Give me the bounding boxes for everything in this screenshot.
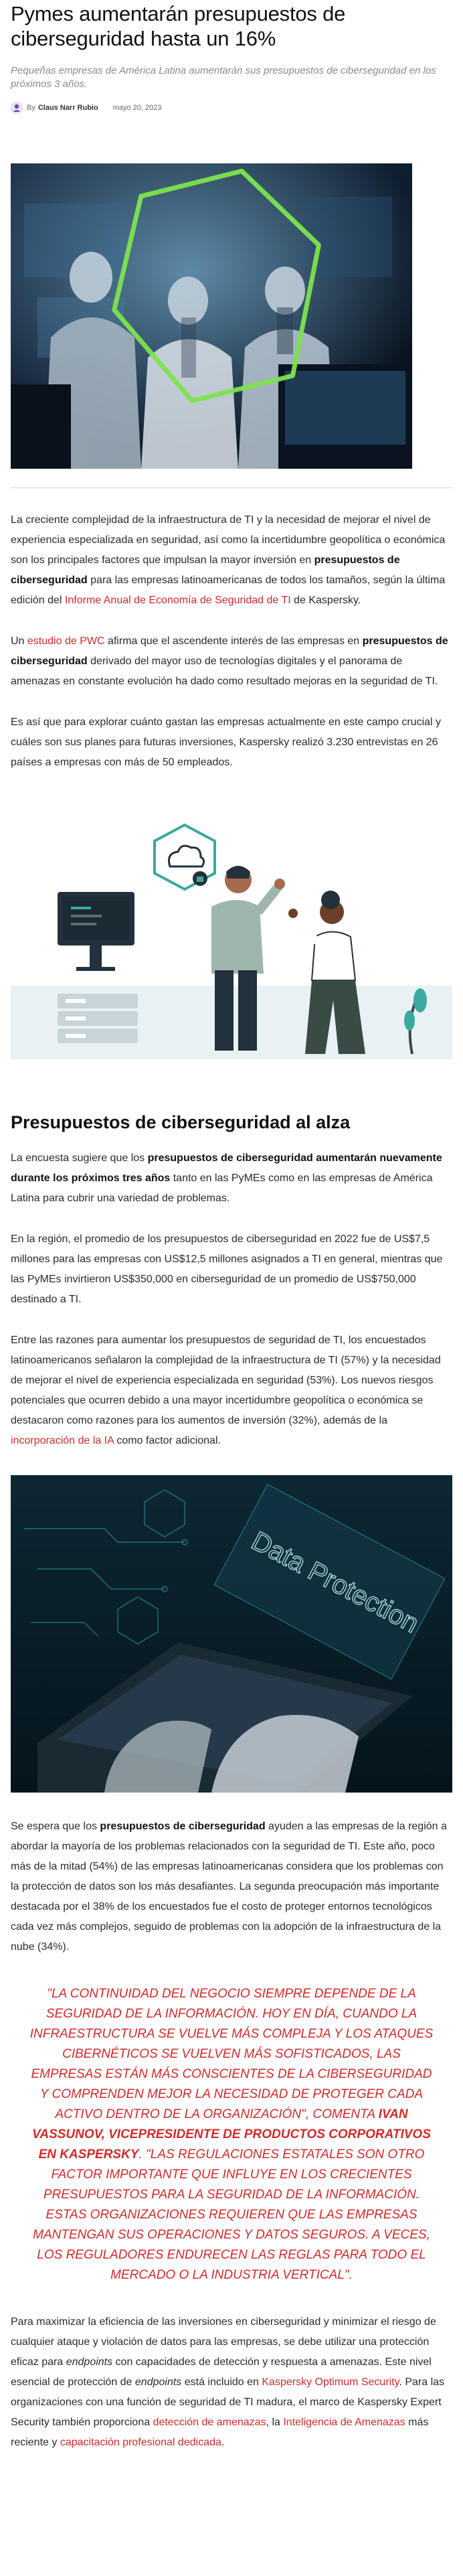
article-subtitle: Pequeñas empresas de América Latina aumentarán sus presupuestos de ciberseguridad en los próximos 3 años.: [11, 65, 436, 90]
quote-text-a: "LA CONTINUIDAD DEL NEGOCIO SIEMPRE DEPENDE DE LA SEGURIDAD DE LA INFORMACIÓN. HOY EN DÍA, CUANDO LA INFRAESTRUCTURA SE VUELVE MÁS COMPLEJA Y LOS ATAQUES CIBERNÉTICOS SE VUELVEN MÁS SOFISTICADOS, LAS EMPRESAS ESTÁN MÁS CONSCIENTES DE LA CIBERSEGURIDAD Y COMPRENDEN MEJOR LA NECESIDAD DE PROTEGER CADA ACTIVO DENTRO DE LA ORGANIZACIÓN", COMENTA: [29, 1987, 434, 2121]
capacitacion-link[interactable]: capacitación profesional dedicada: [60, 2437, 221, 2448]
paragraph-7: [11, 1817, 452, 1957]
paragraph-1-text-c: para las empresas latinoamericanas de todos los tamaños, según la última edición del: [11, 575, 446, 606]
illustration-image: [11, 800, 452, 1071]
paragraph-2: [11, 631, 452, 692]
paragraph-6-text-a: Entre las razones para aumentar los presupuestos de seguridad de TI, los encuestados latinoamericanos señalaron la complejidad de la infraestructura de TI (57%) y la necesidad de mejorar el nivel de experiencia especializada en seguridad (53%). Los nuevos riesgos potenciales que ocurren debido a una mayor incertidumbre geopolítica o económica se destacaron como razones para los aumentos de inversión (32%), además de la: [11, 1335, 441, 1426]
paragraph-5: En la región, el promedio de los presupuestos de ciberseguridad en 2022 fue de US$7,5 millones para las empresas con US$12,5 millones asignados a TI en general, mientras que las PyMEs invirtieron US$350,000 en ciberseguridad de un promedio de US$750,000 destinado a TI.: [11, 1233, 443, 1305]
paragraph-8-text-d: . Para las organizaciones con una función de seguridad de TI madura, el marco de Kaspersky Expert Security también proporciona: [11, 2376, 445, 2428]
paragraph-1-text-d: de Kaspersky.: [290, 595, 361, 606]
paragraph-7-text-a: Se espera que los: [11, 1821, 100, 1832]
paragraph-8-text-f: más reciente y: [11, 2417, 429, 2448]
author-link[interactable]: Claus Narr Rubio: [37, 104, 98, 112]
paragraph-4-text-b: tanto en las PyMEs como en las empresas de América Latina para cubrir una variedad de problemas.: [11, 1172, 433, 1204]
paragraph-8-em-2: endpoints: [134, 2376, 182, 2388]
article-title: Pymes aumentarán presupuestos de ciberseguridad hasta un 16%: [11, 2, 346, 50]
kaspersky-optimum-link[interactable]: Kaspersky Optimum Security: [262, 2376, 399, 2388]
quote-speaker: IVAN VASSUNOV, VICEPRESIDENTE DE PRODUCTOS CORPORATIVOS EN KASPERSKY: [32, 2107, 431, 2162]
paragraph-8-text-b: con capacidades de detección y respuesta a amenazas. Este nivel esencial de protección de: [11, 2356, 432, 2388]
publish-date: mayo 20, 2023: [112, 104, 162, 112]
paragraph-4: [11, 1148, 452, 1209]
author-avatar-icon: [11, 102, 23, 114]
hero-photo-team-monitors: [11, 163, 412, 469]
paragraph-6-text-b: como factor adicional.: [113, 1435, 221, 1446]
paragraph-8-text-a: Para maximizar la eficiencia de las inversiones en ciberseguridad y minimizar el riesgo de cualquier ataque y violación de datos para las empresas, se debe utilizar una protección eficaz para: [11, 2316, 436, 2368]
estudio-pwc-link[interactable]: estudio de PWC: [27, 635, 105, 647]
paragraph-2-text-b: afirma que el ascendente interés de las empresas en: [104, 635, 363, 647]
deteccion-amenazas-link[interactable]: detección de amenazas: [153, 2417, 266, 2428]
paragraph-4-text-a: La encuesta sugiere que los: [11, 1152, 148, 1164]
paragraph-3: Es así que para explorar cuánto gastan las empresas actualmente en este campo crucial y cuáles son sus planes para futuras inversiones, Kaspersky realizó 3.230 entrevistas en 26 países a empresas con más de 50 empleados.: [11, 716, 442, 768]
paragraph-7-text-b: ayuden a las empresas de la región a abordar la mayoría de los problemas relacionados con la seguridad de TI. Este año, poco más de la mitad (54%) de las empresas latinoamericanas considera que los problemas con la protección de datos son los más desafiantes. La segunda preocupación más importante destacada por el 38% de los encuestados fue el costo de proteger entornos tecnológicos cada vez más complejos, seguido de problemas con la adopción de la infraestructura de la nube (34%).: [11, 1821, 447, 1953]
paragraph-1: [11, 510, 452, 611]
paragraph-7-bold: presupuestos de ciberseguridad: [100, 1821, 266, 1832]
paragraph-2-bold: presupuestos de ciberseguridad: [11, 635, 448, 667]
paragraph-8: [11, 2312, 452, 2453]
paragraph-2-text-c: derivado del mayor uso de tecnologías digitales y el panorama de amenazas en constante evolución ha dado como resultado mejoras en la seguridad de TI.: [11, 656, 438, 687]
paragraph-1-text-a: La creciente complejidad de la infraestructura de TI y la necesidad de mejorar el nivel de experiencia especializada en seguridad, así como la incertidumbre geopolítica o económica son los principales factores que impulsan la mayor inversión en: [11, 514, 446, 566]
incorporacion-ia-link[interactable]: incorporación de la IA: [11, 1435, 114, 1446]
byline-prefix: By: [27, 104, 35, 112]
inteligencia-amenazas-link[interactable]: Inteligencia de Amenazas: [283, 2417, 405, 2428]
section-divider: [11, 487, 452, 488]
paragraph-6: [11, 1331, 452, 1451]
byline: [11, 102, 452, 114]
paragraph-8-em-1: endpoints: [66, 2356, 113, 2368]
author-avatar[interactable]: [11, 102, 23, 114]
paragraph-1-bold: presupuestos de ciberseguridad: [11, 554, 400, 586]
paragraph-8-text-e: , la: [266, 2417, 284, 2428]
illustration-people-cloud-security: [11, 800, 452, 1071]
informe-anual-link[interactable]: Informe Anual de Economía de Seguridad de TI: [64, 595, 291, 606]
paragraph-2-text-a: Un: [11, 635, 27, 647]
pull-quote: [11, 1984, 452, 2285]
paragraph-4-bold: presupuestos de ciberseguridad aumentarán nuevamente durante los próximos tres años: [11, 1152, 442, 1184]
laptop-data-protection-photo: [11, 1475, 452, 1793]
hero-image: [11, 163, 412, 469]
paragraph-8-text-g: .: [221, 2437, 225, 2448]
data-protection-image: [11, 1475, 452, 1793]
quote-text-b: . "LAS REGULACIONES ESTATALES SON OTRO FACTOR IMPORTANTE QUE INFLUYE EN LOS CRECIENTES PRESUPUESTOS PARA LA SEGURIDAD DE LA INFORMACIÓN. ESTAS ORGANIZACIONES REQUIEREN QUE LAS EMPRESAS MANTENGAN SUS OPERACIONES Y DATOS SEGUROS. A VECES, LOS REGULADORES ENDURECEN LAS REGLAS PARA TODO EL MERCADO O LA INDUSTRIA VERTICAL".: [33, 2147, 430, 2282]
section-heading: Presupuestos de ciberseguridad al alza: [11, 1112, 351, 1132]
paragraph-8-text-c: está incluido en: [181, 2376, 262, 2388]
data-protection-label: Data Protection: [246, 1526, 424, 1639]
